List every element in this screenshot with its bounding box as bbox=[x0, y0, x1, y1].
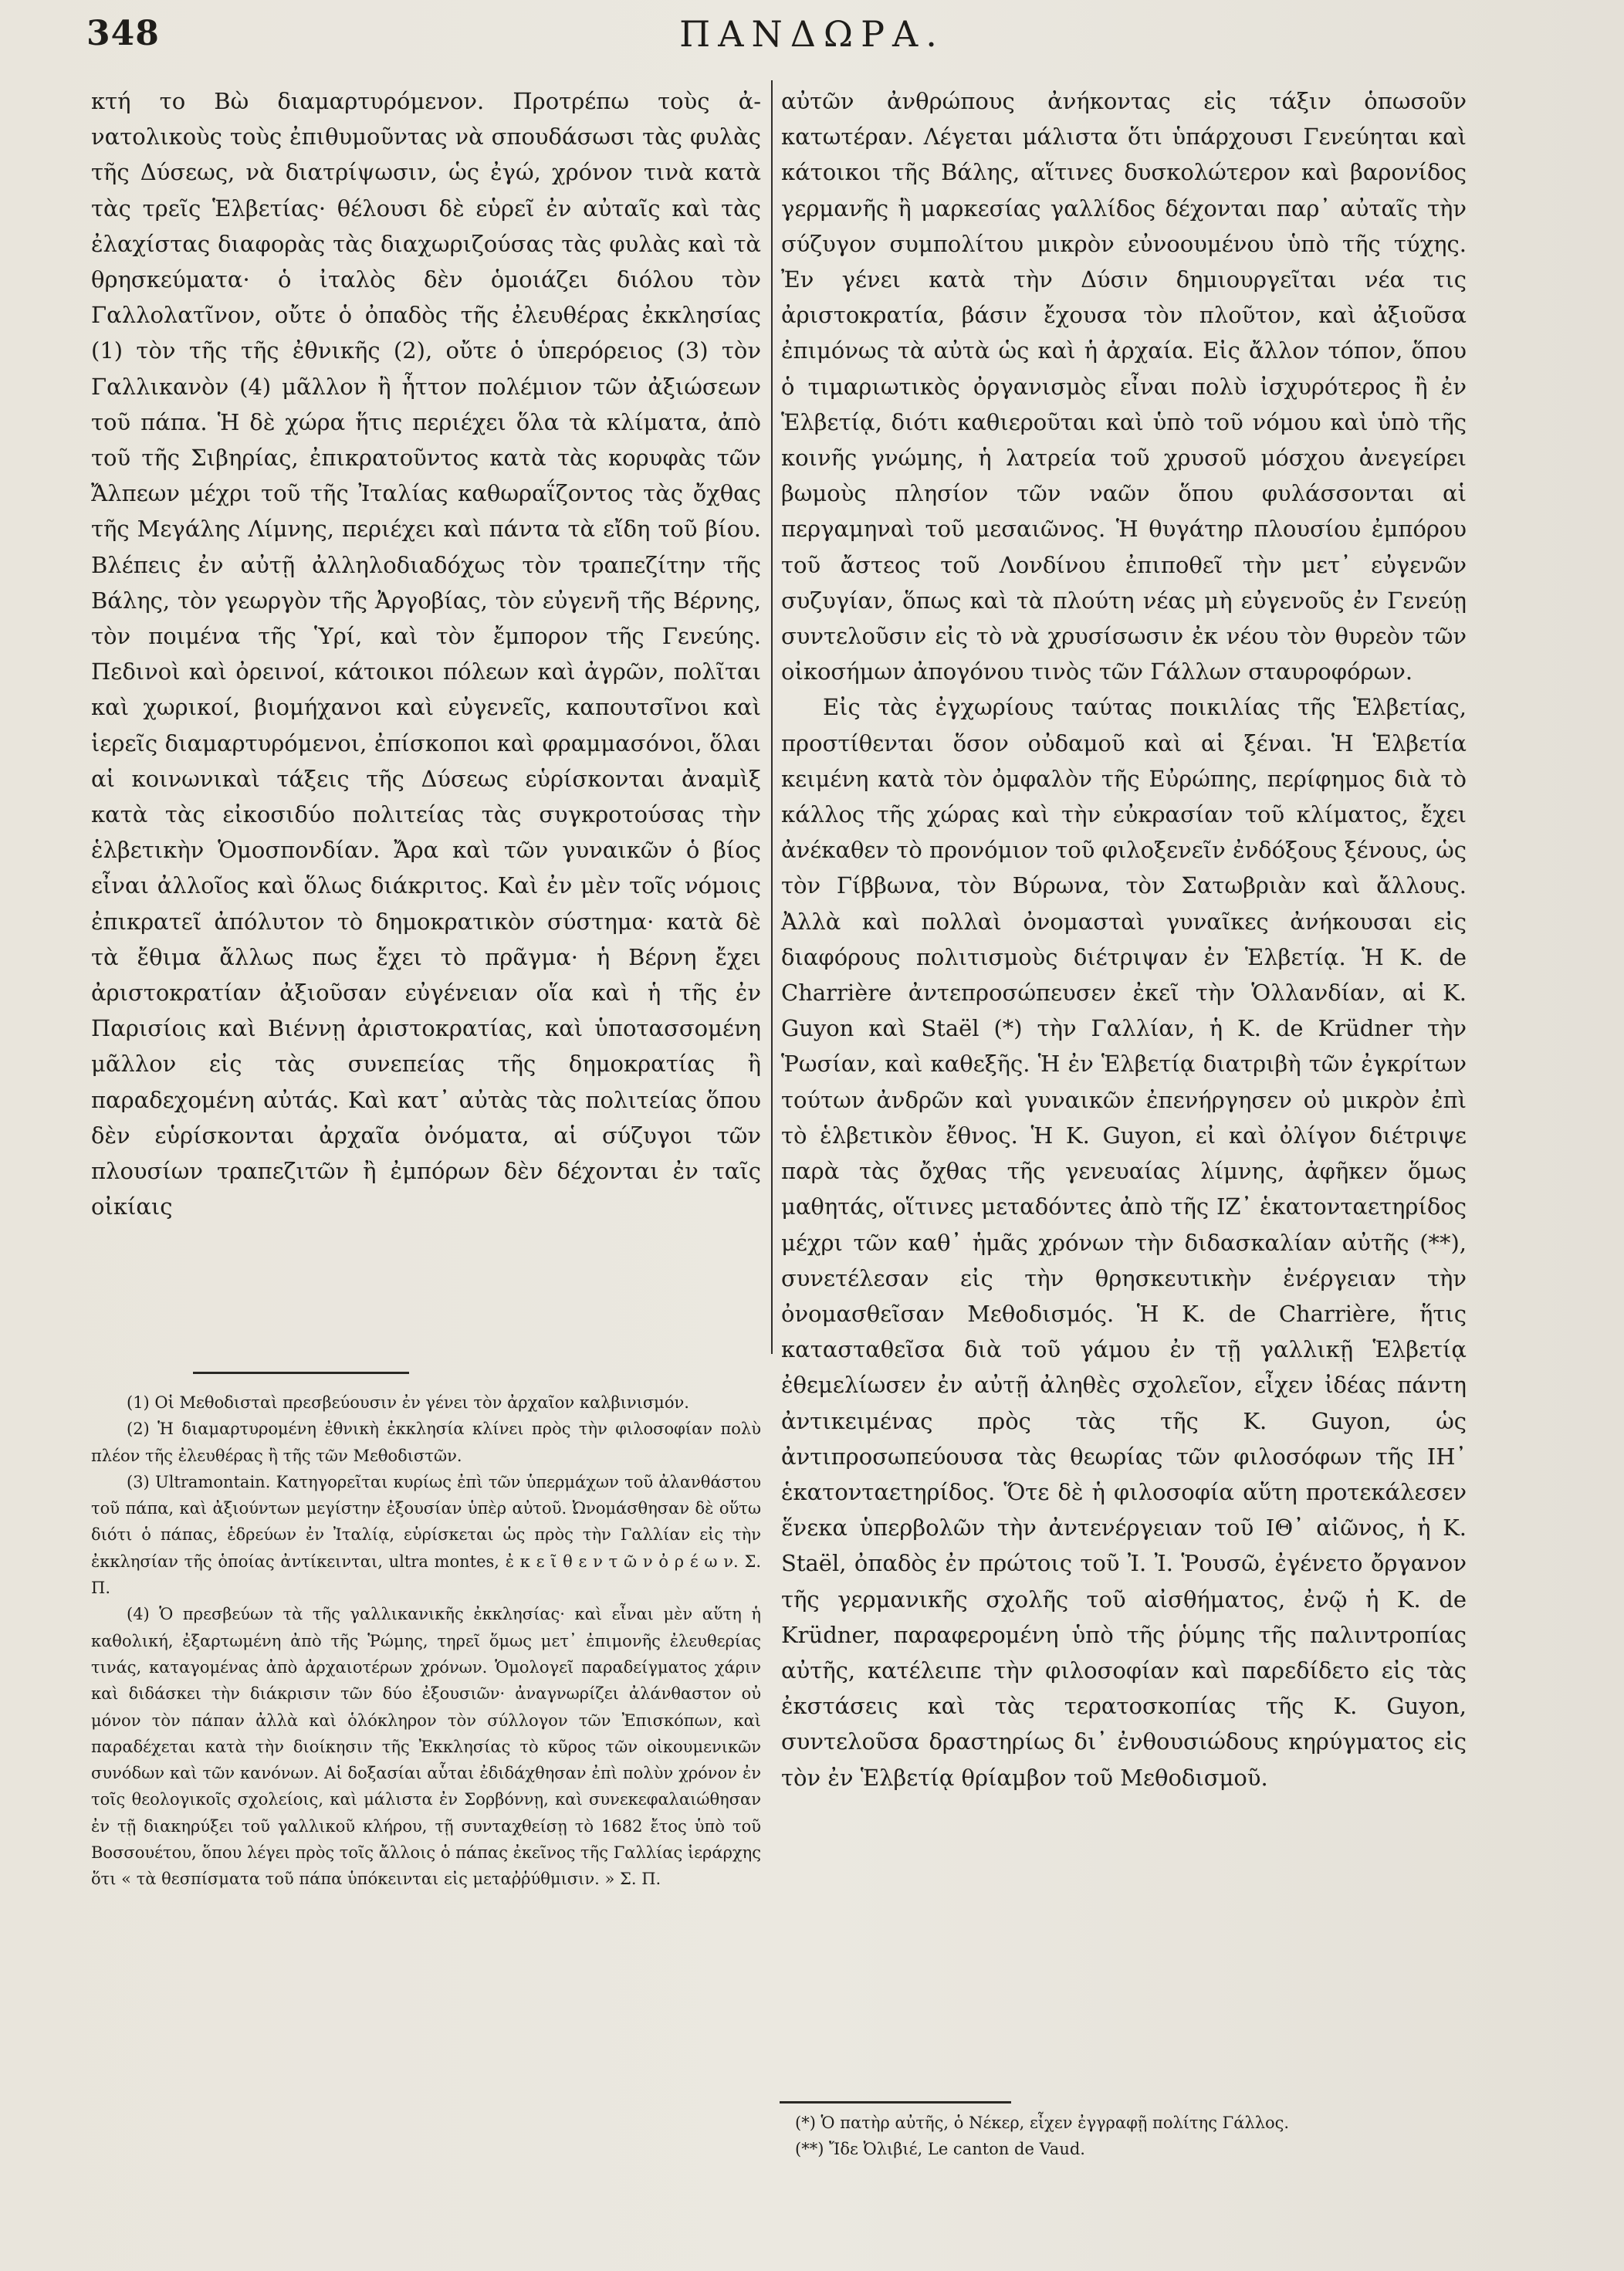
footnote: (**) Ἴδε Ὀλιβιέ, Le canton de Vaud. bbox=[795, 2140, 1085, 2159]
footnote: (3) Ultramontain. Κατηγορεῖται κυρίως ἐπὶ τῶν ὑπερμάχων τοῦ ἀλανθάστου τοῦ πάπα, καὶ ἀξιούντων μεγίστην ἐξουσίαν ὑπὲρ αὐτοῦ. Ὠνομάσθησαν δὲ οὕτω διότι ὁ πάπας, ἑδρεύων ἐν Ἰταλίᾳ, εὑρίσκεται ὡς πρὸς τὴν Γαλλίαν εἰς τὴν ἐκκλησίαν τῆς ὁποίας ἀντίκεινται, ultra montes, ἐ κ ε ῖ θ ε ν τ ῶ ν ὀ ρ έ ω ν. Σ. Π. bbox=[91, 1472, 761, 1598]
footnote: (*) Ὁ πατὴρ αὐτῆς, ὁ Νέκερ, εἶχεν ἐγγραφῇ πολίτης Γάλλος. bbox=[795, 2114, 1290, 2132]
footnotes-left bbox=[91, 1389, 761, 1893]
left-column-paragraph: κτή το Βὼ διαμαρτυρόμενον. Προτρέπω τοὺς ἀ-νατολικοὺς τοὺς ἐπιθυμοῦντας νὰ σπουδάσωσι τὰς φυλὰς τῆς Δύσεως, νὰ διατρίψωσιν, ὡς ἐγώ, χρόνον τινὰ κατὰ τὰς τρεῖς Ἑλβετίας· θέλουσι δὲ εὑρεῖ ἐν αὐταῖς καὶ τὰς ἐλαχίστας διαφορὰς τὰς διαχωριζούσας τὰς φυλὰς καὶ τὰ θρησκεύματα· ὁ ἰταλὸς δὲν ὁμοιάζει διόλου τὸν Γαλλολατῖνον, οὔτε ὁ ὀπαδὸς τῆς ἐλευθέρας ἐκκλησίας (1) τὸν τῆς τῆς ἐθνικῆς (2), οὔτε ὁ ὑπερόρειος (3) τὸν Γαλλικανὸν (4) μᾶλλον ἢ ἧττον πολέμιον τῶν ἀξιώσεων τοῦ πάπα. Ἡ δὲ χώρα ἥτις περιέχει ὅλα τὰ κλίματα, ἀπὸ τοῦ τῆς Σιβηρίας, ἐπικρατοῦντος κατὰ τὰς κορυφὰς τῶν Ἄλπεων μέχρι τοῦ τῆς Ἰταλίας καθωραΐζοντος τὰς ὄχθας τῆς Μεγάλης Λίμνης, περιέχει καὶ πάντα τὰ εἴδη τοῦ βίου. Βλέπεις ἐν αὐτῇ ἀλληλοδιαδόχως τὸν τραπεζίτην τῆς Βάλης, τὸν γεωργὸν τῆς Ἀργοβίας, τὸν εὐγενῆ τῆς Βέρνης, τὸν ποιμένα τῆς Ὑρί, καὶ τὸν ἔμπορον τῆς Γενεύης. Πεδινοὶ καὶ ὀρεινοί, κάτοικοι πόλεων καὶ ἀγρῶν, πολῖται καὶ χωρικοί, βιομήχανοι καὶ εὐγενεῖς, καπουτσῖνοι καὶ ἱερεῖς διαμαρτυρόμενοι, ἐπίσκοποι καὶ φραμμασόνοι, ὅλαι αἱ κοινωνικαὶ τάξεις τῆς Δύσεως εὑρίσκονται ἀναμὶξ κατὰ τὰς εἰκοσιδύο πολιτείας τὰς συγκροτούσας τὴν ἑλβετικὴν Ὁμοσπονδίαν. Ἄρα καὶ τῶν γυναικῶν ὁ βίος εἶναι ἀλλοῖος καὶ ὅλως διάκριτος. Καὶ ἐν μὲν τοῖς νόμοις ἐπικρατεῖ ἀπόλυτον τὸ δημοκρατικὸν σύστημα· κατὰ δὲ τὰ ἔθιμα ἄλλως πως ἔχει τὸ πρᾶγμα· ἡ Βέρνη ἔχει ἀριστοκρατίαν ἀξιοῦσαν εὐγένειαν οἵα καὶ ἡ τῆς ἐν Παρισίοις καὶ Βιέννῃ ἀριστοκρατίας, καὶ ὑποτασσομένη μᾶλλον εἰς τὰς συνεπείας τῆς δημοκρατίας ἢ παραδεχομένη αὐτάς. Καὶ κατ᾽ αὐτὰς τὰς πολιτείας ὅπου δὲν εὑρίσκονται ἀρχαῖα ὀνόματα, αἱ σύζυγοι τῶν πλουσίων τραπεζιτῶν ἢ ἐμπόρων δὲν δέχονται ἐν ταῖς οἰκίαις bbox=[91, 88, 761, 1220]
page-number: 348 bbox=[86, 14, 160, 53]
footnote: (4) Ὁ πρεσβεύων τὰ τῆς γαλλικανικῆς ἐκκλησίας· καὶ εἶναι μὲν αὕτη ἡ καθολική, ἐξαρτωμένη ἀπὸ τῆς Ῥώμης, τηρεῖ ὅμως μετ᾽ ἐπιμονῆς ἐλευθερίας τινάς, καταγομένας ἀπὸ ἀρχαιοτέρων χρόνων. Ὁμολογεῖ παραδείγματος χάριν καὶ διδάσκει τὴν διάκρισιν τῶν δύο ἐξουσιῶν· ἀναγνωρίζει ἀλάνθαστον οὐ μόνον τὸν πάπαν ἀλλὰ καὶ ὁλόκληρον τὸν σύλλογον τῶν Ἐπισκόπων, καὶ παραδέχεται κατὰ τὴν διοίκησιν τῆς Ἐκκλησίας τὸ κῦρος τῶν οἰκουμενικῶν συνόδων καὶ τῶν κανόνων. Αἱ δοξασίαι αὗται ἐδιδάχθησαν ἐπὶ πολὺν χρόνον ἐν τοῖς θεολογικοῖς σχολείοις, καὶ μάλιστα ἐν Σορβόννῃ, καὶ συνεκεφαλαιώθησαν ἐν τῇ διακηρύξει τοῦ γαλλικοῦ κλήρου, τῇ συνταχθείσῃ τὸ 1682 ἔτος ὑπὸ τοῦ Βοσσουέτου, ὅπου λέγει πρὸς τοῖς ἄλλοις ὁ πάπας ἐκεῖνος τῆς Γαλλίας ἱεράρχης ὅτι « τὰ θεσπίσματα τοῦ πάπα ὑπόκεινται εἰς μεταῤῥύθμισιν. » Σ. Π. bbox=[91, 1605, 761, 1889]
footnotes-right bbox=[795, 2110, 1467, 2163]
right-column bbox=[781, 83, 1467, 1795]
right-column-paragraph: αὐτῶν ἀνθρώπους ἀνήκοντας εἰς τάξιν ὁπωσοῦν κατωτέραν. Λέγεται μάλιστα ὅτι ὑπάρχουσι Γενεύηται καὶ κάτοικοι τῆς Βάλης, αἵτινες δυσκολώτερον καὶ βαρονίδος γερμανῆς ἢ μαρκεσίας γαλλίδος δέχονται παρ᾽ αὐταῖς τὴν σύζυγον συμπολίτου μικρὸν εὐνοουμένου ὑπὸ τῆς τύχης. Ἐν γένει κατὰ τὴν Δύσιν δημιουργεῖται νέα τις ἀριστοκρατία, βάσιν ἔχουσα τὸν πλοῦτον, καὶ ἀξιοῦσα ἐπιμόνως τὰ αὐτὰ ὡς καὶ ἡ ἀρχαία. Εἰς ἄλλον τόπον, ὅπου ὁ τιμαριωτικὸς ὀργανισμὸς εἶναι πολὺ ἰσχυρότερος ἢ ἐν Ἑλβετίᾳ, διότι καθιεροῦται καὶ ὑπὸ τοῦ νόμου καὶ ὑπὸ τῆς κοινῆς γνώμης, ἡ λατρεία τοῦ χρυσοῦ μόσχου ἀνεγείρει βωμοὺς πλησίον τῶν ναῶν ὅπου φυλάσσονται αἱ περγαμηναὶ τοῦ μεσαιῶνος. Ἡ θυγάτηρ πλουσίου ἐμπόρου τοῦ ἄστεος τοῦ Λονδίνου ἐπιποθεῖ τὴν μετ᾽ εὐγενῶν συζυγίαν, ὅπως καὶ τὰ πλούτη νέας μὴ εὐγενοῦς ἐν Γενεύῃ συντελοῦσιν εἰς τὸ νὰ χρυσίσωσιν ἐκ νέου τὸν θυρεὸν τῶν οἰκοσήμων ἀπογόνου τινὸς τῶν Γάλλων σταυροφόρων. bbox=[781, 88, 1467, 685]
footnote-separator bbox=[780, 2101, 1011, 2103]
footnote-separator bbox=[193, 1372, 409, 1374]
footnote: (1) Οἱ Μεθοδισταὶ πρεσβεύουσιν ἐν γένει τὸν ἀρχαῖον καλβινισμόν. bbox=[127, 1393, 689, 1412]
column-divider bbox=[771, 80, 773, 1354]
right-column-paragraph: Εἰς τὰς ἐγχωρίους ταύτας ποικιλίας τῆς Ἑλβετίας, προστίθενται ὅσον οὐδαμοῦ καὶ αἱ ξέναι. Ἡ Ἑλβετία κειμένη κατὰ τὸν ὀμφαλὸν τῆς Εὐρώπης, περίφημος διὰ τὸ κάλλος τῆς χώρας καὶ τὴν εὐκρασίαν τοῦ κλίματος, ἔχει ἀνέκαθεν τὸ προνόμιον τοῦ φιλοξενεῖν ἐνδόξους ξένους, ὡς τὸν Γίββωνα, τὸν Βύρωνα, τὸν Σατωβριὰν καὶ ἄλλους. Ἀλλὰ καὶ πολλαὶ ὀνομασταὶ γυναῖκες ἀνήκουσαι εἰς διαφόρους πολιτισμοὺς διέτριψαν ἐν Ἑλβετίᾳ. Ἡ Κ. de Charrière ἀντεπροσώπευσεν ἐκεῖ τὴν Ὁλλανδίαν, αἱ Κ. Guyon καὶ Staël (*) τὴν Γαλλίαν, ἡ Κ. de Krüdner τὴν Ῥωσίαν, καὶ καθεξῆς. Ἡ ἐν Ἑλβετίᾳ διατριβὴ τῶν ἐγκρίτων τούτων ἀνδρῶν καὶ γυναικῶν ἐπενήργησεν οὐ μικρὸν ἐπὶ τὸ ἑλβετικὸν ἔθνος. Ἡ Κ. Guyon, εἰ καὶ ὀλίγον διέτριψε παρὰ τὰς ὄχθας τῆς γενευαίας λίμνης, ἀφῆκεν ὅμως μαθητάς, οἵτινες μεταδόντες ἀπὸ τῆς ΙΖ᾽ ἑκατονταετηρίδος μέχρι τῶν καθ᾽ ἡμᾶς χρόνων τὴν διδασκαλίαν αὐτῆς (**), συνετέλεσαν εἰς τὴν θρησκευτικὴν ἐνέργειαν τὴν ὀνομασθεῖσαν Μεθοδισμός. Ἡ Κ. de Charrière, ἥτις κατασταθεῖσα διὰ τοῦ γάμου ἐν τῇ γαλλικῇ Ἑλβετίᾳ ἐθεμελίωσεν ἐν αὐτῇ ἀληθὲς σχολεῖον, εἶχεν ἰδέας πάντη ἀντικειμένας πρὸς τὰς τῆς Κ. Guyon, ὡς ἀντιπροσωπεύουσα τὰς θεωρίας τῶν φιλοσόφων τῆς ΙΗ᾽ ἑκατονταετηρίδος. Ὅτε δὲ ἡ φιλοσοφία αὕτη προτεκάλεσεν ἕνεκα ὑπερβολῶν τὴν ἀντενέργειαν τοῦ ΙΘ᾽ αἰῶνος, ἡ Κ. Staël, ὀπαδὸς ἐν πρώτοις τοῦ Ἰ. Ἰ. Ῥουσῶ, ἐγένετο ὄργανον τῆς γερμανικῆς σχολῆς τοῦ αἰσθήματος, ἐνῷ ἡ Κ. de Krüdner, παραφερομένη ὑπὸ τῆς ῥύμης τῆς παλιντροπίας αὐτῆς, κατέλειπε τὴν φιλοσοφίαν καὶ παρεδίδετο εἰς τὰς ἐκστάσεις καὶ τὰς τερατοσκοπίας τῆς Κ. Guyon, συντελοῦσα δραστηρίως δι᾽ ἐνθουσιώδους κηρύγματος εἰς τὸν ἐν Ἑλβετίᾳ θρίαμβον τοῦ Μεθοδισμοῦ. bbox=[781, 694, 1467, 1791]
running-head: ΠΑΝΔΩΡΑ. bbox=[679, 13, 945, 55]
left-column bbox=[91, 83, 761, 1225]
footnote: (2) Ἡ διαμαρτυρομένη ἐθνικὴ ἐκκλησία κλίνει πρὸς τὴν φιλοσοφίαν πολὺ πλέον τῆς ἐλευθέρας ἢ τῆς τῶν Μεθοδιστῶν. bbox=[91, 1420, 761, 1465]
